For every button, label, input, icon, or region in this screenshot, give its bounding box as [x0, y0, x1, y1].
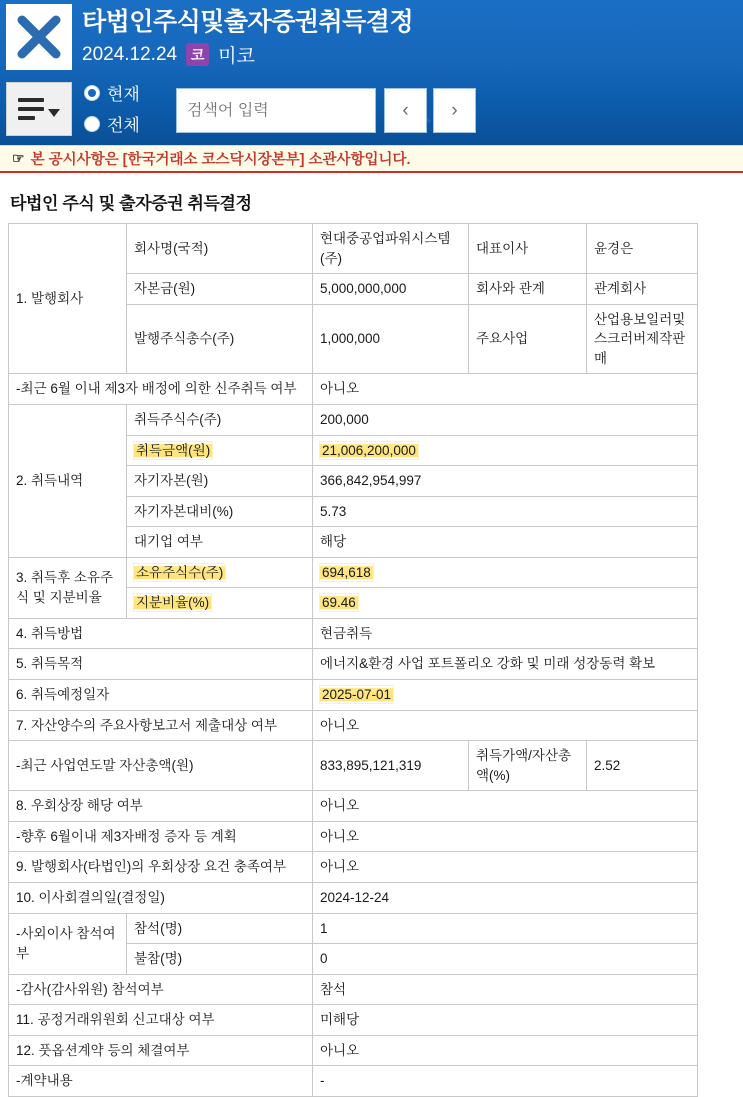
- radio-all-dot[interactable]: [84, 116, 100, 132]
- cell-owned-shares-value-text: 694,618: [322, 564, 371, 580]
- cell-main-business-value: 산업용보일러및스크러버제작판매: [587, 304, 698, 374]
- table-row: [9, 224, 698, 274]
- table-row: [9, 557, 698, 588]
- cell-total-assets-label: -최근 사업연도말 자산총액(원): [9, 741, 313, 791]
- next-button[interactable]: ›: [433, 88, 476, 133]
- table-row: [9, 852, 698, 883]
- table-row: [9, 974, 698, 1005]
- cell-capital-label: 자본금(원): [127, 274, 313, 305]
- table-row: [9, 680, 698, 711]
- table-row: [9, 649, 698, 680]
- header-subline: [82, 41, 255, 68]
- cell-ownership-ratio-value-text: 69.46: [322, 595, 356, 611]
- cell-attend-value: 1: [313, 913, 698, 944]
- cell-main-business-label: 주요사업: [469, 304, 587, 374]
- table-row: [9, 741, 698, 791]
- cell-putoption-label: 12. 풋옵션계약 등의 체결여부: [9, 1035, 313, 1066]
- table-row: [9, 618, 698, 649]
- cell-auditor-label: -감사(감사위원) 참석여부: [9, 974, 313, 1005]
- cell-backdoor-label: 8. 우회상장 해당 여부: [9, 791, 313, 822]
- table-row: [9, 374, 698, 405]
- search-box[interactable]: [176, 88, 376, 133]
- page-title: 타법인주식및출자증권취득결정: [82, 8, 414, 36]
- company-name: 미코: [218, 46, 255, 67]
- table-row: [9, 1066, 698, 1097]
- cell-company-name-label: 회사명(국적): [127, 224, 313, 274]
- cell-owned-shares-label: [127, 557, 313, 588]
- market-badge: 코: [186, 43, 209, 66]
- cell-total-shares-value: 1,000,000: [313, 304, 469, 374]
- table-row: [9, 913, 698, 944]
- cell-acq-amount-label: [127, 435, 313, 466]
- section-post-ownership: 3. 취득후 소유주식 및 지분비율: [9, 557, 127, 618]
- cell-purpose-value: 에너지&환경 사업 포트폴리오 강화 및 미래 성장동력 확보: [313, 649, 698, 680]
- cell-backdoor-req-label: 9. 발행회사(타법인)의 우회상장 요건 충족여부: [9, 852, 313, 883]
- cell-backdoor-req-value: 아니오: [313, 852, 698, 883]
- cell-total-assets-value: 833,895,121,319: [313, 741, 469, 791]
- cell-date-value: [313, 680, 698, 711]
- table-row: [9, 710, 698, 741]
- section-issuer: 1. 발행회사: [9, 224, 127, 374]
- table-row: [9, 1005, 698, 1036]
- table-row: [9, 1035, 698, 1066]
- cell-owned-shares-label-text: 소유주식수(주): [136, 564, 224, 580]
- cell-total-shares-label: 발행주식총수(주): [127, 304, 313, 374]
- cell-largecorp-value: 해당: [313, 527, 698, 558]
- cell-absent-label: 불참(명): [127, 944, 313, 975]
- cell-auditor-value: 참석: [313, 974, 698, 1005]
- cell-ownership-ratio-label: [127, 588, 313, 619]
- table-row: [9, 821, 698, 852]
- cell-asset-ratio-label: 취득가액/자산총액(%): [469, 741, 587, 791]
- cell-purpose-label: 5. 취득목적: [9, 649, 313, 680]
- cell-owned-shares-value: [313, 557, 698, 588]
- scope-radio-group[interactable]: [84, 80, 140, 136]
- cell-largecorp-label: 대기업 여부: [127, 527, 313, 558]
- cell-acq-shares-value: 200,000: [313, 404, 698, 435]
- cell-contract-value: -: [313, 1066, 698, 1097]
- app-header: [0, 0, 743, 145]
- notice-bar: [0, 145, 743, 173]
- cell-report-label: 7. 자산양수의 주요사항보고서 제출대상 여부: [9, 710, 313, 741]
- cell-attend-label: 참석(명): [127, 913, 313, 944]
- cell-absent-value: 0: [313, 944, 698, 975]
- notice-text: 본 공시사항은 [한국거래소 코스닥시장본부] 소관사항입니다.: [30, 152, 411, 168]
- cell-ftc-label: 11. 공정거래위원회 신고대상 여부: [9, 1005, 313, 1036]
- prev-button[interactable]: ‹: [384, 88, 427, 133]
- cell-relation-label: 회사와 관계: [469, 274, 587, 305]
- cell-contract-label: -계약내용: [9, 1066, 313, 1097]
- table-row: [9, 791, 698, 822]
- table-row: [9, 404, 698, 435]
- cell-future-plan-label: -향후 6월이내 제3자배정 증자 등 계획: [9, 821, 313, 852]
- document-body: [0, 189, 743, 1097]
- radio-current-label: 현재: [107, 85, 140, 104]
- cell-equity-ratio-label: 자기자본대비(%): [127, 496, 313, 527]
- cell-recent6m-value: 아니오: [313, 374, 698, 405]
- radio-current[interactable]: [84, 80, 140, 105]
- section-acquisition: 2. 취득내역: [9, 404, 127, 557]
- cell-method-label: 4. 취득방법: [9, 618, 313, 649]
- cell-capital-value: 5,000,000,000: [313, 274, 469, 305]
- cell-acq-shares-label: 취득주식수(주): [127, 404, 313, 435]
- menu-button[interactable]: [6, 82, 72, 136]
- table-row: [9, 882, 698, 913]
- cell-acq-amount-label-text: 취득금액(원): [136, 442, 211, 458]
- radio-all[interactable]: [84, 111, 140, 136]
- cell-acq-amount-value-text: 21,006,200,000: [322, 442, 416, 458]
- cell-equity-ratio-value: 5.73: [313, 496, 698, 527]
- cell-report-value: 아니오: [313, 710, 698, 741]
- cell-ceo-label: 대표이사: [469, 224, 587, 274]
- app-logo: [6, 4, 72, 70]
- cell-board-date-label: 10. 이사회결의일(결정일): [9, 882, 313, 913]
- cell-asset-ratio-value: 2.52: [587, 741, 698, 791]
- cell-company-name-value: 현대중공업파워시스템(주): [313, 224, 469, 274]
- cell-ceo-value: 윤경은: [587, 224, 698, 274]
- cell-ftc-value: 미해당: [313, 1005, 698, 1036]
- cell-equity-value: 366,842,954,997: [313, 466, 698, 497]
- cell-ownership-ratio-value: [313, 588, 698, 619]
- menu-lines-icon: [18, 98, 44, 120]
- disclosure-table: [8, 223, 698, 1097]
- cell-relation-value: 관계회사: [587, 274, 698, 305]
- cell-method-value: 현금취득: [313, 618, 698, 649]
- section-outside-directors: -사외이사 참석여부: [9, 913, 127, 974]
- radio-current-dot[interactable]: [84, 85, 100, 101]
- disclosure-date: 2024.12.24: [82, 43, 178, 65]
- radio-all-label: 전체: [107, 116, 140, 135]
- cell-putoption-value: 아니오: [313, 1035, 698, 1066]
- cell-date-label: 6. 취득예정일자: [9, 680, 313, 711]
- x-close-logo-icon: [14, 12, 64, 62]
- document-title: 타법인 주식 및 출자증권 취득결정: [10, 194, 252, 213]
- cell-recent6m-label: -최근 6월 이내 제3자 배정에 의한 신주취득 여부: [9, 374, 313, 405]
- search-input[interactable]: [177, 102, 400, 120]
- cell-acq-amount-value: [313, 435, 698, 466]
- cell-board-date-value: 2024-12-24: [313, 882, 698, 913]
- pointing-hand-icon: ☞: [12, 150, 25, 166]
- chevron-down-icon: [48, 109, 60, 117]
- cell-ownership-ratio-label-text: 지분비율(%): [136, 595, 210, 611]
- cell-future-plan-value: 아니오: [313, 821, 698, 852]
- cell-equity-label: 자기자본(원): [127, 466, 313, 497]
- cell-backdoor-value: 아니오: [313, 791, 698, 822]
- cell-date-value-text: 2025-07-01: [322, 687, 392, 702]
